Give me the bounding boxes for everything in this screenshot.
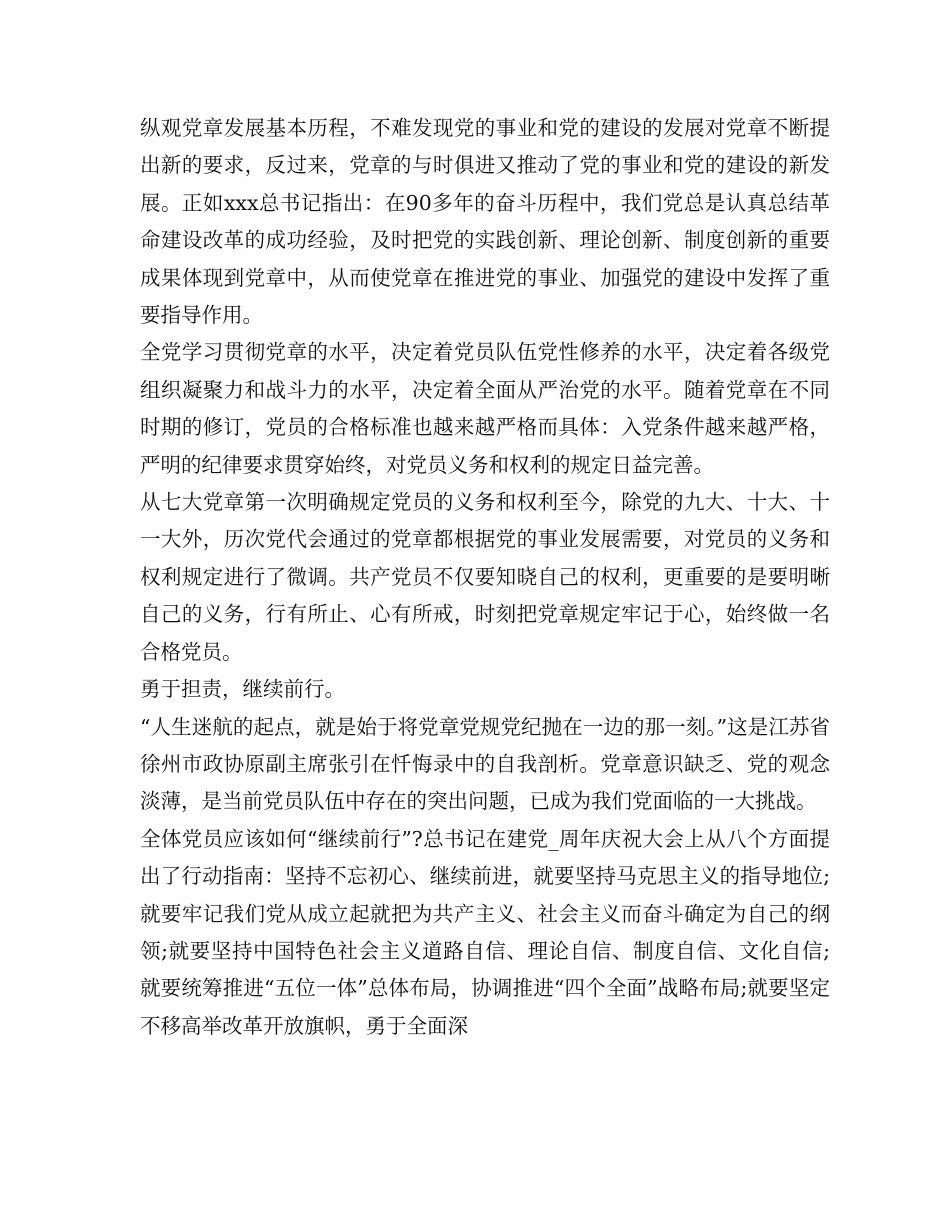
- paragraph-6: 全体党员应该如何“继续前行”?总书记在建党_周年庆祝大会上从八个方面提出了行动指南：坚持不忘初心、继续前进，就要坚持马克思主义的指导地位;就要牢记我们党从成立起就把为共产主义、社会主义而奋斗确定为自己的纲领;就要坚持中国特色社会主义道路自信、理论自信、制度自信、文化自信;就要统筹推进“五位一体”总体布局，协调推进“四个全面”战略布局;就要坚定不移高举改革开放旗帜，勇于全面深: [140, 826, 830, 1038]
- document-body: [140, 110, 830, 1045]
- paragraph-1: 纵观党章发展基本历程，不难发现党的事业和党的建设的发展对党章不断提出新的要求，反过来，党章的与时俱进又推动了党的事业和党的建设的新发展。正如xxx总书记指出：在90多年的奋斗历程中，我们党总是认真总结革命建设改革的成功经验，及时把党的实践创新、理论创新、制度创新的重要成果体现到党章中，从而使党章在推进党的事业、加强党的建设中发挥了重要指导作用。: [140, 116, 830, 328]
- paragraph-5: “人生迷航的起点，就是始于将党章党规党纪抛在一边的那一刻。”这是江苏省徐州市政协原副主席张引在忏悔录中的自我剖析。党章意识缺乏、党的观念淡薄，是当前党员队伍中存在的突出问题，已成为我们党面临的一大挑战。: [140, 714, 830, 814]
- paragraph-4: 勇于担责，继续前行。: [140, 677, 345, 702]
- paragraph-2: 全党学习贯彻党章的水平，决定着党员队伍党性修养的水平，决定着各级党组织凝聚力和战斗力的水平，决定着全面从严治党的水平。随着党章在不同时期的修订，党员的合格标准也越来越严格而具体：入党条件越来越严格，严明的纪律要求贯穿始终，对党员义务和权利的规定日益完善。: [140, 340, 830, 477]
- paragraph-3: 从七大党章第一次明确规定党员的义务和权利至今，除党的九大、十大、十一大外，历次党代会通过的党章都根据党的事业发展需要，对党员的义务和权利规定进行了微调。共产党员不仅要知晓自己的权利，更重要的是要明晰自己的义务，行有所止、心有所戒，时刻把党章规定牢记于心，始终做一名合格党员。: [140, 490, 830, 664]
